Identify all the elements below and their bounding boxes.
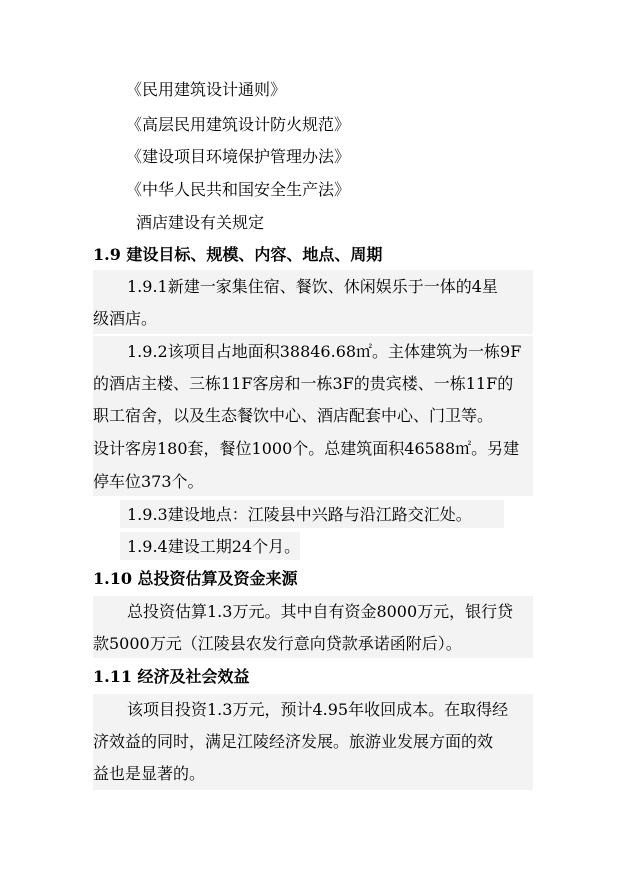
paragraph-line: 的酒店主楼、三栋11F客房和一栋3F的贵宾楼、一栋11F的 (93, 374, 514, 393)
paragraph-line: 1.9.4建设工期24个月。 (127, 537, 301, 556)
reference-item: 《中华人民共和国安全生产法》 (126, 180, 351, 199)
reference-item: 《民用建筑设计通则》 (126, 80, 287, 99)
paragraph-line: 职工宿舍，以及生态餐饮中心、酒店配套中心、门卫等。 (93, 406, 494, 425)
paragraph-line: 级酒店。 (93, 309, 158, 328)
paragraph-line: 1.9.1新建一家集住宿、餐饮、休闲娱乐于一体的4星 (127, 277, 498, 296)
section-heading: 1.11 经济及社会效益 (93, 667, 250, 686)
section-heading: 1.10 总投资估算及资金来源 (93, 569, 298, 588)
paragraph-line: 停车位373个。 (93, 472, 204, 491)
section-heading: 1.9 建设目标、规模、内容、地点、周期 (93, 245, 383, 264)
paragraph-line: 总投资估算1.3万元。其中自有资金8000万元，银行贷 (127, 602, 514, 621)
paragraph-line: 该项目投资1.3万元，预计4.95年收回成本。在取得经 (127, 700, 509, 719)
paragraph-line: 济效益的同时，满足江陵经济发展。旅游业发展方面的效 (93, 732, 494, 751)
paragraph-line: 款5000万元（江陵县农发行意向贷款承诺函附后）。 (93, 634, 462, 653)
paragraph-line: 设计客房180套，餐位1000个。总建筑面积46588㎡。另建 (93, 439, 520, 458)
paragraph-line: 1.9.2该项目占地面积38846.68㎡。主体建筑为一栋9F (127, 342, 522, 361)
reference-item: 《高层民用建筑设计防火规范》 (126, 115, 351, 134)
reference-item: 酒店建设有关规定 (136, 213, 265, 232)
paragraph-line: 1.9.3建设地点：江陵县中兴路与沿江路交汇处。 (127, 505, 472, 524)
reference-item: 《建设项目环境保护管理办法》 (126, 147, 351, 166)
paragraph-line: 益也是显著的。 (93, 764, 206, 783)
